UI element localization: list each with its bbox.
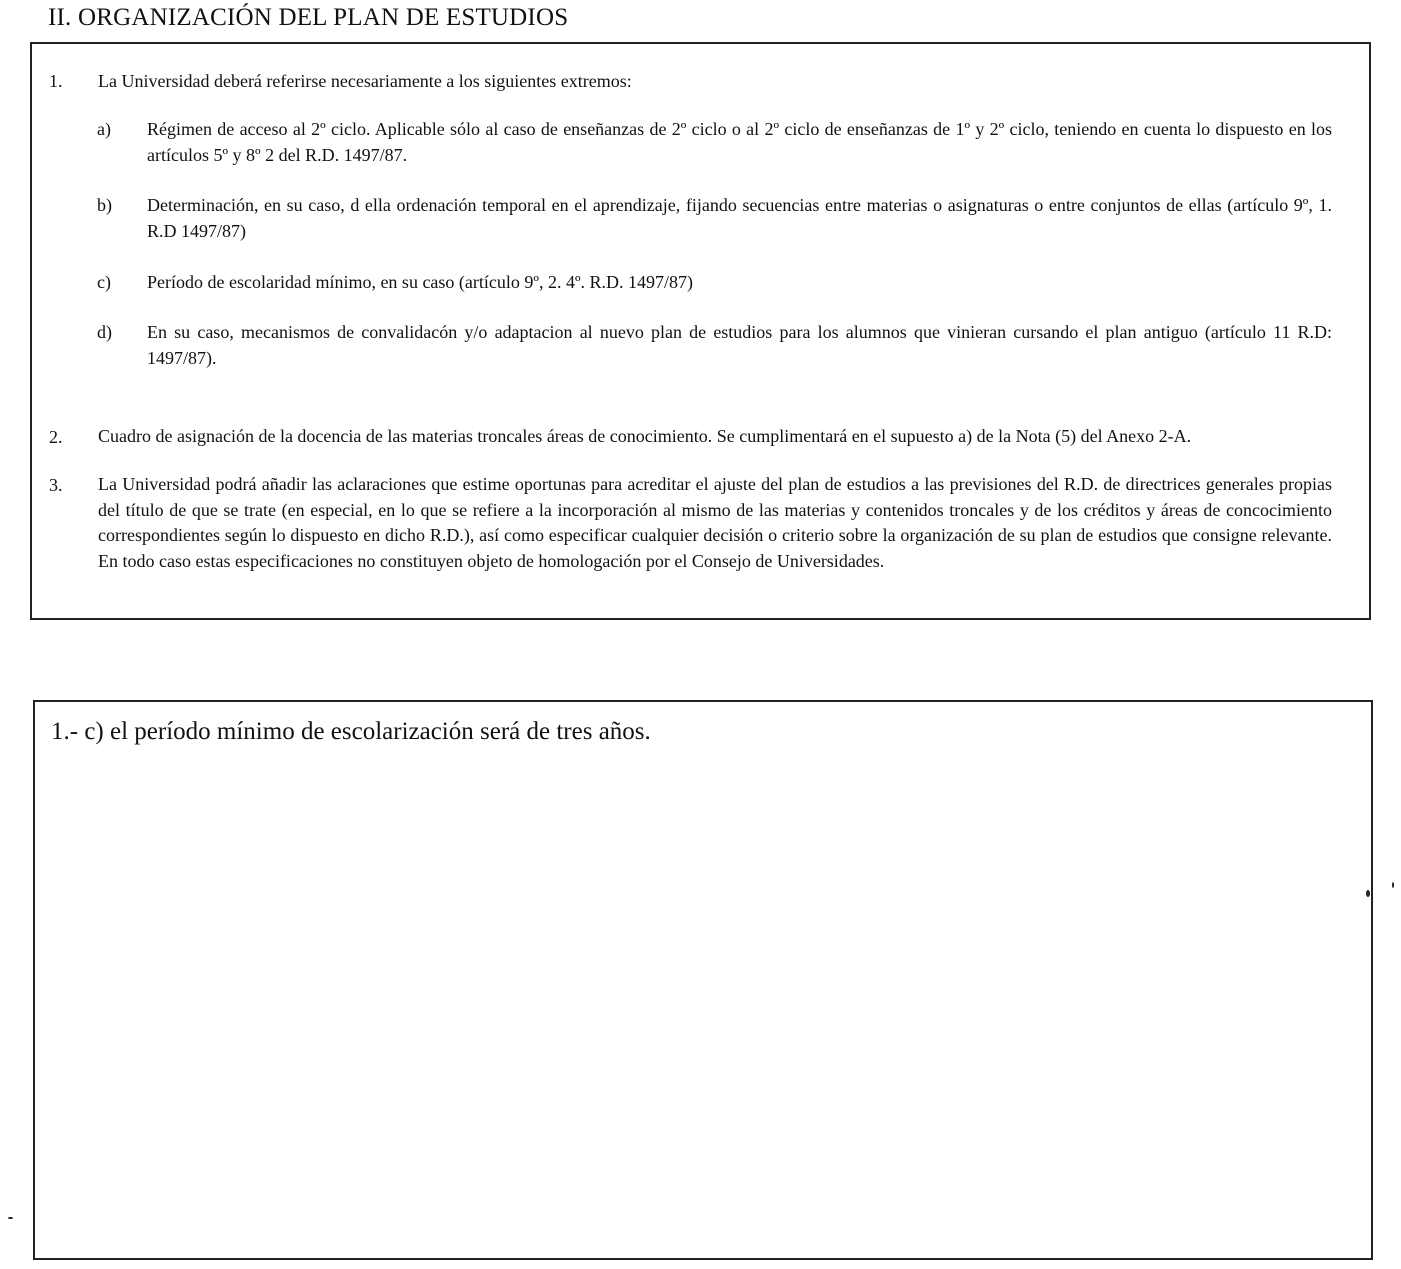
section-2-number: 2. xyxy=(49,427,63,447)
subitem-c xyxy=(32,269,1352,299)
subitem-a-text: Régimen de acceso al 2º ciclo. Aplicable sólo al caso de enseñanzas de 2º ciclo o al 2º ciclo de enseñanzas de 1º y 2º ciclo, teniendo en cuenta lo dispuesto en los artículos 5º y 8º 2 del R.D. 1497/87. xyxy=(147,119,1332,165)
subitem-d xyxy=(32,319,1352,375)
section-2 xyxy=(32,424,1352,476)
subitem-c-text: Período de escolaridad mínimo, en su caso (artículo 9º, 2. 4º. R.D. 1497/87) xyxy=(147,272,694,292)
scan-speck xyxy=(1392,882,1394,888)
subitem-d-letter: d) xyxy=(97,322,112,342)
subitem-c-letter: c) xyxy=(97,272,111,292)
page-title: II. ORGANIZACIÓN DEL PLAN DE ESTUDIOS xyxy=(48,4,569,31)
answer-text: 1.- c) el período mínimo de escolarización será de tres años. xyxy=(51,718,651,745)
instructions-box xyxy=(30,42,1371,620)
subitem-b-text: Determinación, en su caso, d ella ordenación temporal en el aprendizaje, fijando secuencias entre materias o asignaturas o entre conjuntos de ellas (artículo 9º, 1. R.D 1497/87) xyxy=(147,195,1332,241)
answer-box xyxy=(33,700,1373,1260)
section-3-text: La Universidad podrá añadir las aclaraciones que estime oportunas para acreditar el ajuste del plan de estudios a las previsiones del R.D. de directrices generales propias del título de que se trate (en especial, en lo que se refiere a la incorporación al mismo de las materias y contenidos troncales y de los créditos y áreas de concocimiento correspondientes según lo dispuesto en dicho R.D.), así como especificar cualquier decisión o criterio sobre la organización de su plan de estudios que consigne relevante. En todo caso estas especificaciones no constituyen objeto de homologación por el Consejo de Universidades. xyxy=(98,474,1332,571)
section-2-text: Cuadro de asignación de la docencia de las materias troncales áreas de conocimiento. Se cumplimentará en el supuesto a) de la Nota (5) del Anexo 2-A. xyxy=(98,426,1192,446)
section-3 xyxy=(32,472,1352,602)
subitem-d-text: En su caso, mecanismos de convalidacón y/o adaptacion al nuevo plan de estudios para los alumnos que vinieran cursando el plan antiguo (artículo 11 R.D: 1497/87). xyxy=(147,322,1332,368)
section-3-number: 3. xyxy=(49,475,63,495)
scan-speck xyxy=(8,1217,13,1219)
scan-speck xyxy=(1366,890,1370,897)
section-1-number: 1. xyxy=(49,71,63,91)
subitem-a xyxy=(32,116,1352,172)
subitem-a-letter: a) xyxy=(97,119,111,139)
subitem-b-letter: b) xyxy=(97,195,112,215)
subitem-b xyxy=(32,192,1352,248)
section-1 xyxy=(32,68,1332,98)
section-1-text: La Universidad deberá referirse necesariamente a los siguientes extremos: xyxy=(98,71,632,91)
